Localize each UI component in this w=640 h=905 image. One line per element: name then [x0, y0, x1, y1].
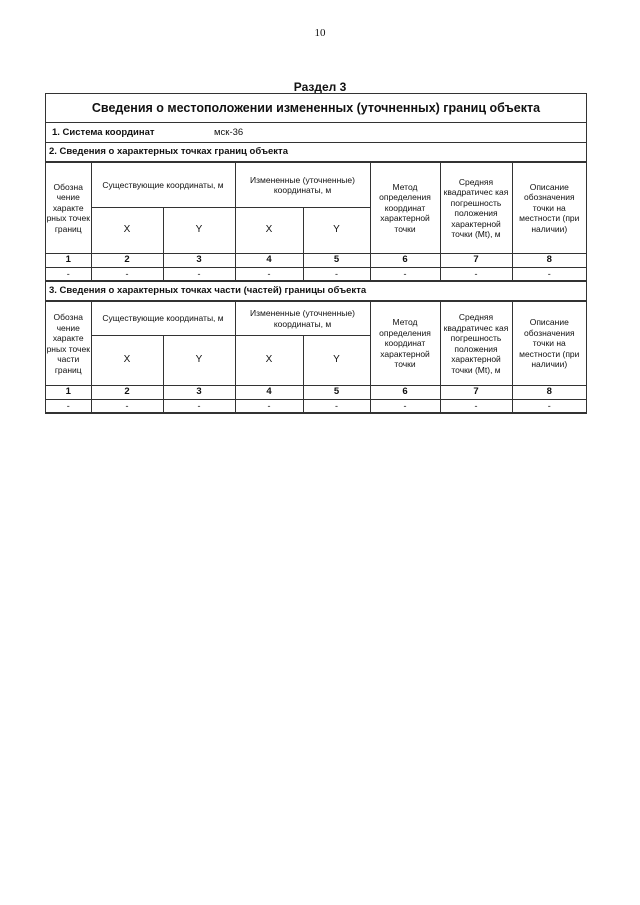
header-existing-coordinates: Существующие координаты, м [91, 302, 235, 336]
table-row [46, 400, 586, 413]
table-cell: - [370, 400, 440, 413]
header-existing-y: Y [163, 208, 235, 254]
table-cell: - [235, 268, 303, 281]
column-number: 1 [46, 386, 91, 400]
table-header-row [46, 302, 586, 336]
table-cell: - [163, 400, 235, 413]
boundary-points-table [46, 162, 586, 281]
column-number: 7 [440, 386, 512, 400]
table-cell: - [163, 268, 235, 281]
header-designation: Обозна чение характе рных точек границ [46, 163, 91, 254]
table-cell: - [91, 268, 163, 281]
table-cell: - [46, 268, 91, 281]
coordinate-system-label: 1. Система координат [52, 127, 155, 138]
coordinate-system-row [46, 123, 586, 143]
section-title: Раздел 3 [293, 80, 347, 94]
header-changed-y: Y [303, 208, 370, 254]
header-mean-error: Средняя квадратичес кая погрешность положения характерной точки (Mt), м [440, 302, 512, 386]
column-number: 3 [163, 254, 235, 268]
boundary-points-title: 2. Сведения о характерных точках границ объекта [46, 143, 586, 162]
coordinate-system-value: мск-36 [214, 127, 244, 138]
header-description: Описание обозначения точки на местности (при наличии) [512, 163, 586, 254]
table-cell: - [440, 268, 512, 281]
table-header-row [46, 163, 586, 208]
column-number: 4 [235, 254, 303, 268]
part-boundary-points-block [46, 282, 586, 413]
column-number: 2 [91, 386, 163, 400]
header-changed-x: X [235, 336, 303, 386]
boundary-points-block [46, 143, 586, 282]
header-changed-x: X [235, 208, 303, 254]
page-number: 10 [314, 27, 326, 39]
header-method: Метод определения координат характерной точки [370, 302, 440, 386]
header-mean-error: Средняя квадратичес кая погрешность положения характерной точки (Mt), м [440, 163, 512, 254]
header-changed-y: Y [303, 336, 370, 386]
column-number: 3 [163, 386, 235, 400]
column-number-row [46, 254, 586, 268]
table-cell: - [512, 400, 586, 413]
header-existing-x: X [91, 336, 163, 386]
column-number: 8 [512, 386, 586, 400]
header-changed-coordinates: Измененные (уточненные) координаты, м [235, 302, 370, 336]
header-description: Описание обозначения точки на местности (при наличии) [512, 302, 586, 386]
section-sheet [45, 93, 587, 414]
column-number: 1 [46, 254, 91, 268]
table-cell: - [46, 400, 91, 413]
column-number: 5 [303, 254, 370, 268]
table-cell: - [303, 268, 370, 281]
header-existing-x: X [91, 208, 163, 254]
header-designation: Обозна чение характе рных точек части границ [46, 302, 91, 386]
header-changed-coordinates: Измененные (уточненные) координаты, м [235, 163, 370, 208]
header-existing-y: Y [163, 336, 235, 386]
table-cell: - [235, 400, 303, 413]
header-method: Метод определения координат характерной точки [370, 163, 440, 254]
table-cell: - [370, 268, 440, 281]
column-number: 8 [512, 254, 586, 268]
table-row [46, 268, 586, 281]
table-cell: - [303, 400, 370, 413]
column-number: 4 [235, 386, 303, 400]
column-number-row [46, 386, 586, 400]
column-number: 2 [91, 254, 163, 268]
part-boundary-points-table [46, 301, 586, 413]
header-existing-coordinates: Существующие координаты, м [91, 163, 235, 208]
section-heading: Сведения о местоположении измененных (уточненных) границ объекта [46, 94, 586, 123]
table-cell: - [91, 400, 163, 413]
column-number: 6 [370, 386, 440, 400]
column-number: 5 [303, 386, 370, 400]
column-number: 6 [370, 254, 440, 268]
column-number: 7 [440, 254, 512, 268]
table-cell: - [512, 268, 586, 281]
table-cell: - [440, 400, 512, 413]
part-boundary-points-title: 3. Сведения о характерных точках части (частей) границы объекта [46, 282, 586, 301]
